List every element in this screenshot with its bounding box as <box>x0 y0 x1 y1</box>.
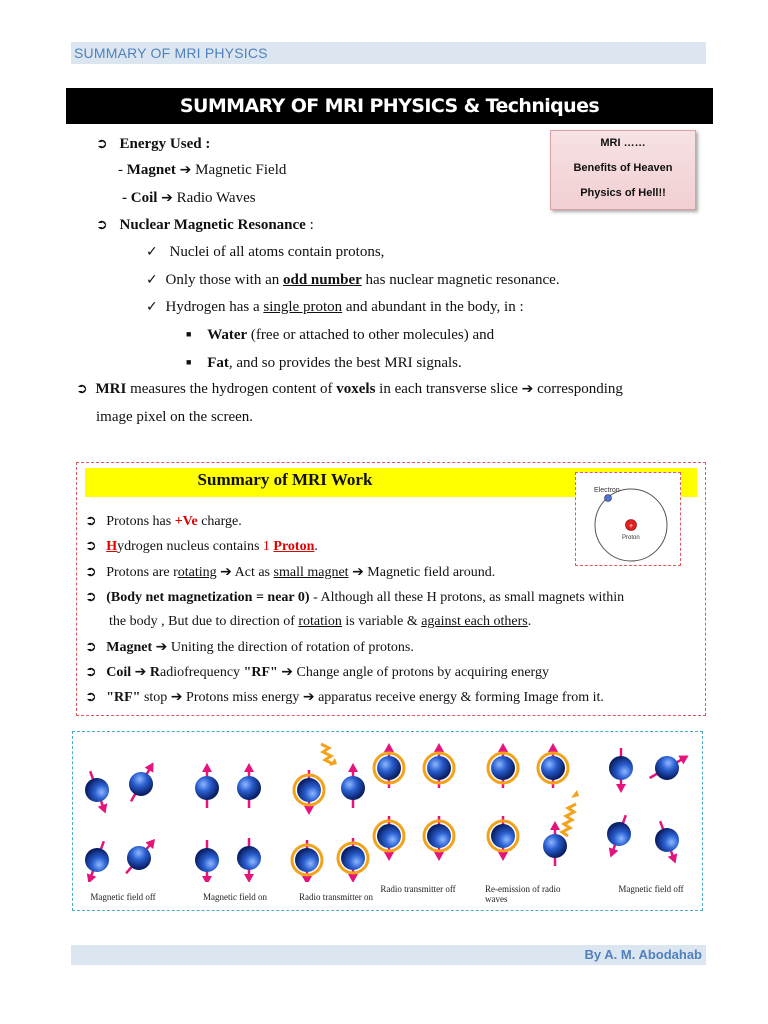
spin-arrow-head <box>145 760 158 773</box>
spin-arrow-head <box>98 803 110 815</box>
b4-l2-pre: the body , But due to direction of <box>109 614 299 629</box>
fat-text: Fat <box>207 355 229 371</box>
b7-post: apparatus receive energy & forming Image from it. <box>314 690 604 705</box>
proton-1 <box>79 767 117 817</box>
proton-19 <box>488 816 518 861</box>
proton-4 <box>117 831 164 881</box>
proton-ball <box>609 756 633 780</box>
work-bullet-4-line-2 <box>109 614 531 630</box>
spin-arrow-head <box>550 821 560 830</box>
caption-3: Radio transmitter on <box>299 892 373 902</box>
b4-l2-u1: rotation <box>298 614 342 629</box>
right-arrow-icon: ➔ <box>155 639 168 655</box>
b4-l2-u2: against each others <box>421 614 528 629</box>
spin-arrow-head <box>384 852 394 861</box>
mri-work-heading: Summary of MRI Work <box>197 470 373 489</box>
atom-proton-label: Proton <box>622 535 640 541</box>
proton-ball <box>297 778 321 802</box>
work-bullet-1 <box>85 513 242 530</box>
atom-electron-label: Electron <box>594 487 620 494</box>
proton-diagram <box>73 732 702 882</box>
proton-23 <box>599 811 637 861</box>
energy-heading: Energy Used : <box>119 136 211 152</box>
work-bullet-5 <box>85 639 414 656</box>
spin-arrow-head <box>548 743 558 752</box>
proton-ball <box>341 846 365 870</box>
b6-adio: adio <box>159 665 185 680</box>
check-icon: ✓ <box>146 272 158 288</box>
magnet-label: Magnet <box>126 162 176 178</box>
proton-ball <box>295 848 319 872</box>
proton-ball <box>195 776 219 800</box>
right-arrow-icon: ➔ <box>281 664 294 680</box>
b2-one: 1 <box>262 539 270 554</box>
proton-14 <box>424 743 454 788</box>
spin-arrow-head <box>678 751 691 764</box>
nmr-item-2-post: has nuclear magnetic resonance. <box>361 272 560 288</box>
caption-5: Re-emission of radio waves <box>485 884 561 904</box>
quote-line-1: MRI …… <box>600 137 646 149</box>
right-arrow-icon: ➔ <box>220 564 232 580</box>
b4-l2-mid: is variable & <box>341 614 422 629</box>
mri-text-1: measures the hydrogen content of <box>126 381 337 397</box>
proton-ball <box>195 848 219 872</box>
mri-measures-line <box>76 381 623 398</box>
b2-dot: . <box>314 539 318 554</box>
spin-arrow-head <box>244 874 254 882</box>
proton-22 <box>644 745 695 788</box>
fat-rest: , and so provides the best MRI signals. <box>228 355 462 371</box>
b3-u2: small magnet <box>273 565 349 580</box>
proton-ball <box>377 824 401 848</box>
curved-arrow-icon: ➲ <box>85 589 97 605</box>
nmr-line <box>96 217 314 234</box>
quote-box <box>550 130 696 210</box>
page-footer <box>71 945 706 965</box>
proton-plus: + <box>628 523 634 530</box>
curved-arrow-icon: ➲ <box>96 136 108 152</box>
caption-2: Magnetic field on <box>203 892 267 902</box>
right-arrow-icon: ➔ <box>302 689 315 705</box>
b3-pre: Protons are r <box>106 565 178 580</box>
b3-mid: Act as <box>231 565 274 580</box>
b4-bold: (Body net magnetization = near 0) <box>106 590 310 605</box>
single-proton-text: single proton <box>263 299 343 315</box>
curved-arrow-icon: ➲ <box>96 217 108 233</box>
spin-arrow-head <box>668 853 680 865</box>
b6-r: R <box>149 665 160 680</box>
b1-red: +Ve <box>174 514 198 529</box>
radio-wave-1 <box>321 744 333 764</box>
mri-bold: MRI <box>95 381 127 397</box>
spin-arrow-head <box>202 763 212 772</box>
proton-24 <box>649 817 687 867</box>
proton-ball <box>125 768 158 801</box>
proton-ball <box>491 756 515 780</box>
work-bullet-7 <box>85 689 604 706</box>
proton-18 <box>538 743 568 788</box>
nmr-colon: : <box>305 217 314 233</box>
curved-arrow-icon: ➲ <box>85 564 97 580</box>
b2-h: H <box>106 539 118 554</box>
caption-6: Magnetic field off <box>618 884 684 894</box>
proton-ball <box>427 756 451 780</box>
proton-9 <box>294 770 324 815</box>
b3-post: Magnetic field around. <box>363 565 496 580</box>
page-header <box>71 42 706 64</box>
b6-rest: Change angle of protons by acquiring energy <box>293 665 549 680</box>
check-icon: ✓ <box>146 244 158 260</box>
work-bullet-3 <box>85 564 495 581</box>
quote-line-2: Benefits of Heaven <box>573 162 673 174</box>
mri-text-3: corresponding <box>533 381 623 397</box>
curved-arrow-icon: ➲ <box>85 538 97 554</box>
proton-11 <box>292 840 322 882</box>
proton-6 <box>237 763 261 808</box>
b1-pre: Protons has <box>106 514 175 529</box>
b7-stop: stop <box>140 690 171 705</box>
b3-u1: otating <box>177 565 217 580</box>
b6-freq: frequency <box>184 665 244 680</box>
spin-arrow-head <box>498 743 508 752</box>
proton-10 <box>341 763 365 808</box>
work-bullet-2 <box>85 538 318 555</box>
b7-rf: "RF" <box>106 690 141 705</box>
spin-arrow-head <box>348 763 358 772</box>
proton-21 <box>609 748 633 793</box>
proton-ball <box>427 824 451 848</box>
mri-text-2: in each transverse slice <box>375 381 522 397</box>
page-title: SUMMARY OF MRI PHYSICS & Techniques <box>66 88 713 124</box>
mri-measures-line-2: image pixel on the screen. <box>96 409 254 425</box>
proton-ball <box>543 834 567 858</box>
spin-arrow-head <box>434 743 444 752</box>
proton-ball <box>82 775 113 806</box>
proton-ball <box>604 819 635 850</box>
author: By A. M. Abodahab <box>584 947 702 962</box>
proton-diagram-section <box>72 731 703 911</box>
coil-value: Radio Waves <box>176 190 256 206</box>
proton-13 <box>374 743 404 788</box>
b4-l2-post: . <box>527 614 532 629</box>
magnet-line: - Magnet ➔ Magnetic Field <box>118 162 287 178</box>
proton-ball <box>652 825 683 856</box>
proton-ball <box>377 756 401 780</box>
header-text: SUMMARY OF MRI PHYSICS <box>74 45 268 61</box>
nmr-item-1 <box>146 244 384 261</box>
spin-arrow-head <box>244 763 254 772</box>
spin-arrow-head <box>348 874 358 882</box>
proton-3 <box>77 837 115 882</box>
spin-arrow-head <box>84 873 96 882</box>
b6-bold: Coil <box>106 665 132 680</box>
voxels-text: voxels <box>336 381 376 397</box>
right-arrow-icon: ➔ <box>521 381 534 397</box>
right-arrow-icon: ➔ <box>179 162 192 178</box>
proton-8 <box>237 838 261 882</box>
curved-arrow-icon: ➲ <box>76 381 88 397</box>
nmr-item-2-pre: Only those with an <box>165 272 283 288</box>
curved-arrow-icon: ➲ <box>85 513 97 529</box>
electron <box>605 495 612 502</box>
proton-ball <box>491 824 515 848</box>
b4-rest: - Although all these H protons, as small magnets within <box>309 590 625 605</box>
proton-ball <box>341 776 365 800</box>
spin-arrow-head <box>498 852 508 861</box>
atom-illustration <box>576 473 680 565</box>
spin-arrow-head <box>202 876 212 882</box>
right-arrow-icon: ➔ <box>352 564 364 580</box>
nmr-item-1-text: Nuclei of all atoms contain protons, <box>169 244 385 260</box>
work-bullet-6 <box>85 664 549 681</box>
proton-15 <box>374 816 404 861</box>
nmr-item-3-post: and abundant in the body, in : <box>342 299 524 315</box>
right-arrow-icon: ➔ <box>134 664 147 680</box>
spin-arrow-head <box>434 852 444 861</box>
b5-rest: Uniting the direction of rotation of protons. <box>167 640 414 655</box>
right-arrow-icon: ➔ <box>170 689 183 705</box>
proton-7 <box>195 840 219 882</box>
b2-proton: Proton <box>273 539 315 554</box>
proton-20 <box>543 821 567 866</box>
spin-arrow-head <box>302 876 312 882</box>
fat-line <box>186 355 462 372</box>
proton-ball <box>82 845 113 876</box>
coil-label: - Coil <box>122 190 158 206</box>
b1-post: charge. <box>197 514 242 529</box>
coil-line <box>122 190 256 207</box>
proton-17 <box>488 743 518 788</box>
proton-12 <box>338 838 368 882</box>
caption-1: Magnetic field off <box>90 892 156 902</box>
spin-arrow-head <box>384 743 394 752</box>
spin-arrow-head <box>616 784 626 793</box>
curved-arrow-icon: ➲ <box>85 664 97 680</box>
proton-2 <box>121 756 164 807</box>
quote-line-3: Physics of Hell!! <box>580 187 666 199</box>
caption-4: Radio transmitter off <box>380 884 456 894</box>
b7-mid: Protons miss energy <box>182 690 303 705</box>
b2-mid: ydrogen nucleus contains <box>117 539 263 554</box>
square-bullet-icon: ■ <box>186 329 192 339</box>
proton-ball <box>541 756 565 780</box>
proton-16 <box>424 816 454 861</box>
nmr-item-2 <box>146 272 560 289</box>
curved-arrow-icon: ➲ <box>85 639 97 655</box>
work-bullet-4 <box>85 589 624 606</box>
square-bullet-icon: ■ <box>186 357 192 367</box>
spin-arrow-head <box>304 806 314 815</box>
proton-ball <box>237 776 261 800</box>
water-rest: (free or attached to other molecules) and <box>247 327 495 343</box>
atom-diagram <box>575 472 681 566</box>
energy-used-line <box>96 136 210 153</box>
proton-ball <box>237 846 261 870</box>
water-text: Water <box>207 327 248 343</box>
proton-ball <box>651 752 684 785</box>
odd-number-text: odd number <box>282 272 362 288</box>
right-arrow-icon: ➔ <box>161 190 173 206</box>
b5-bold: Magnet <box>106 640 153 655</box>
water-line <box>186 327 494 344</box>
nmr-heading: Nuclear Magnetic Resonance <box>119 217 306 233</box>
nmr-item-3 <box>146 299 524 316</box>
magnet-value: Magnetic Field <box>195 162 287 178</box>
check-icon: ✓ <box>146 299 158 315</box>
radio-wave-head-2 <box>571 790 579 798</box>
radio-wave-2 <box>562 804 576 836</box>
curved-arrow-icon: ➲ <box>85 689 97 705</box>
spin-arrow-head <box>606 847 618 859</box>
nmr-item-3-pre: Hydrogen has a <box>165 299 264 315</box>
b6-rf: "RF" <box>243 665 278 680</box>
proton-5 <box>195 763 219 808</box>
